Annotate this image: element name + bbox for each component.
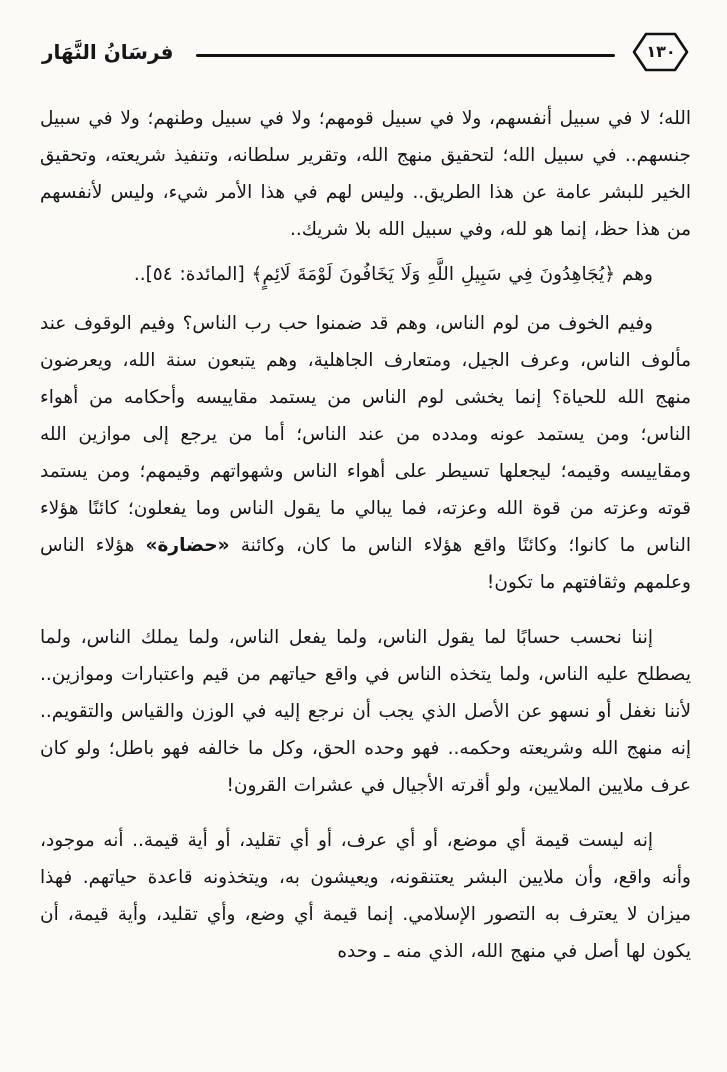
paragraph-text: إنه ليست قيمة أي موضع، أو أي عرف، أو أي تقليد، أو أية قيمة.. أنه موجود، وأنه واقع، وأن ملايين البشر يعتنقونه، ويعيشون به، ويتخذونه قاعدة حياتهم. فهذا ميزان لا يعترف به التصور الإسلامي. إنما قيمة أي وضع، وأي تقليد، وأية قيمة، أن يكون لها أصل في منهج الله، الذي منه ـ وحده — [40, 830, 691, 962]
paragraph-text: هؤلاء الناس وعلمهم وثقافتهم ما تكون! — [40, 535, 691, 593]
verse-intro: وهم — [615, 264, 653, 285]
page-header — [40, 26, 691, 78]
paragraph-text: الله؛ لا في سبيل أنفسهم، ولا في سبيل قومهم؛ ولا في سبيل وطنهم؛ ولا في سبيل جنسهم.. في سبيل الله؛ لتحقيق منهج الله، وتقرير سلطانه، وتنفيذ شريعته، وتحقيق الخير للبشر عامة عن هذا الطريق.. وليس لهم في هذا الأمر شيء، وليس لأنفسهم من هذا حظ، إنما هو لله، وفي سبيل الله بلا شريك.. — [40, 108, 691, 240]
paragraph — [40, 822, 691, 970]
book-title: فرسَانُ النَّهَار — [42, 40, 174, 64]
page-number-ornament — [631, 28, 691, 76]
verse-reference: [المائدة: ٥٤].. — [133, 264, 252, 285]
paragraph — [40, 619, 691, 804]
quran-verse: ﴿يُجَاهِدُونَ فِي سَبِيلِ اللَّهِ وَلَا يَخَافُونَ لَوْمَةَ لَائِمٍ﴾ — [251, 264, 616, 285]
paragraph-text: وفيم الخوف من لوم الناس، وهم قد ضمنوا حب رب الناس؟ وفيم الوقوف عند مألوف الناس، وعرف الجيل، ومتعارف الجاهلية، وهم يتبعون سنة الله، ويعرضون منهج الله للحياة؟ إنما يخشى لوم الناس من يستمد مقاييسه وأحكامه من أهواء الناس؛ ومن يستمد عونه ومدده من عند الناس؛ أما من يرجع إلى موازين الله ومقاييسه وقيمه؛ ليجعلها تسيطر على أهواء الناس وشهواتهم وقيمهم؛ ومن يستمد قوته وعزته من قوة الله وعزته، فما يبالي ما يقول الناس وما يفعلون؛ كائنًا هؤلاء الناس ما كانوا؛ وكائنًا واقع هؤلاء الناس ما كان، وكائنة — [40, 313, 692, 556]
emphasis-word: «حضارة» — [145, 535, 230, 556]
paragraph — [40, 305, 691, 601]
paragraph-verse — [40, 256, 691, 293]
page-number: ١٣٠ — [646, 41, 676, 61]
page-body — [40, 100, 691, 970]
header-rule — [196, 54, 615, 57]
paragraph-text: إننا نحسب حسابًا لما يقول الناس، ولما يفعل الناس، ولما يملك الناس، ولما يصطلح عليه الناس، ولما يتخذه الناس في واقع حياتهم من قيم واعتبارات وموازين.. لأننا نغفل أو نسهو عن الأصل الذي يجب أن نرجع إليه في الوزن والقياس والتقويم.. إنه منهج الله وشريعته وحكمه.. فهو وحده الحق، وكل ما خالفه فهو باطل؛ ولو كان عرف ملايين الملايين، ولو أقرته الأجيال في عشرات القرون! — [40, 627, 691, 796]
paragraph-continuation — [40, 100, 691, 248]
